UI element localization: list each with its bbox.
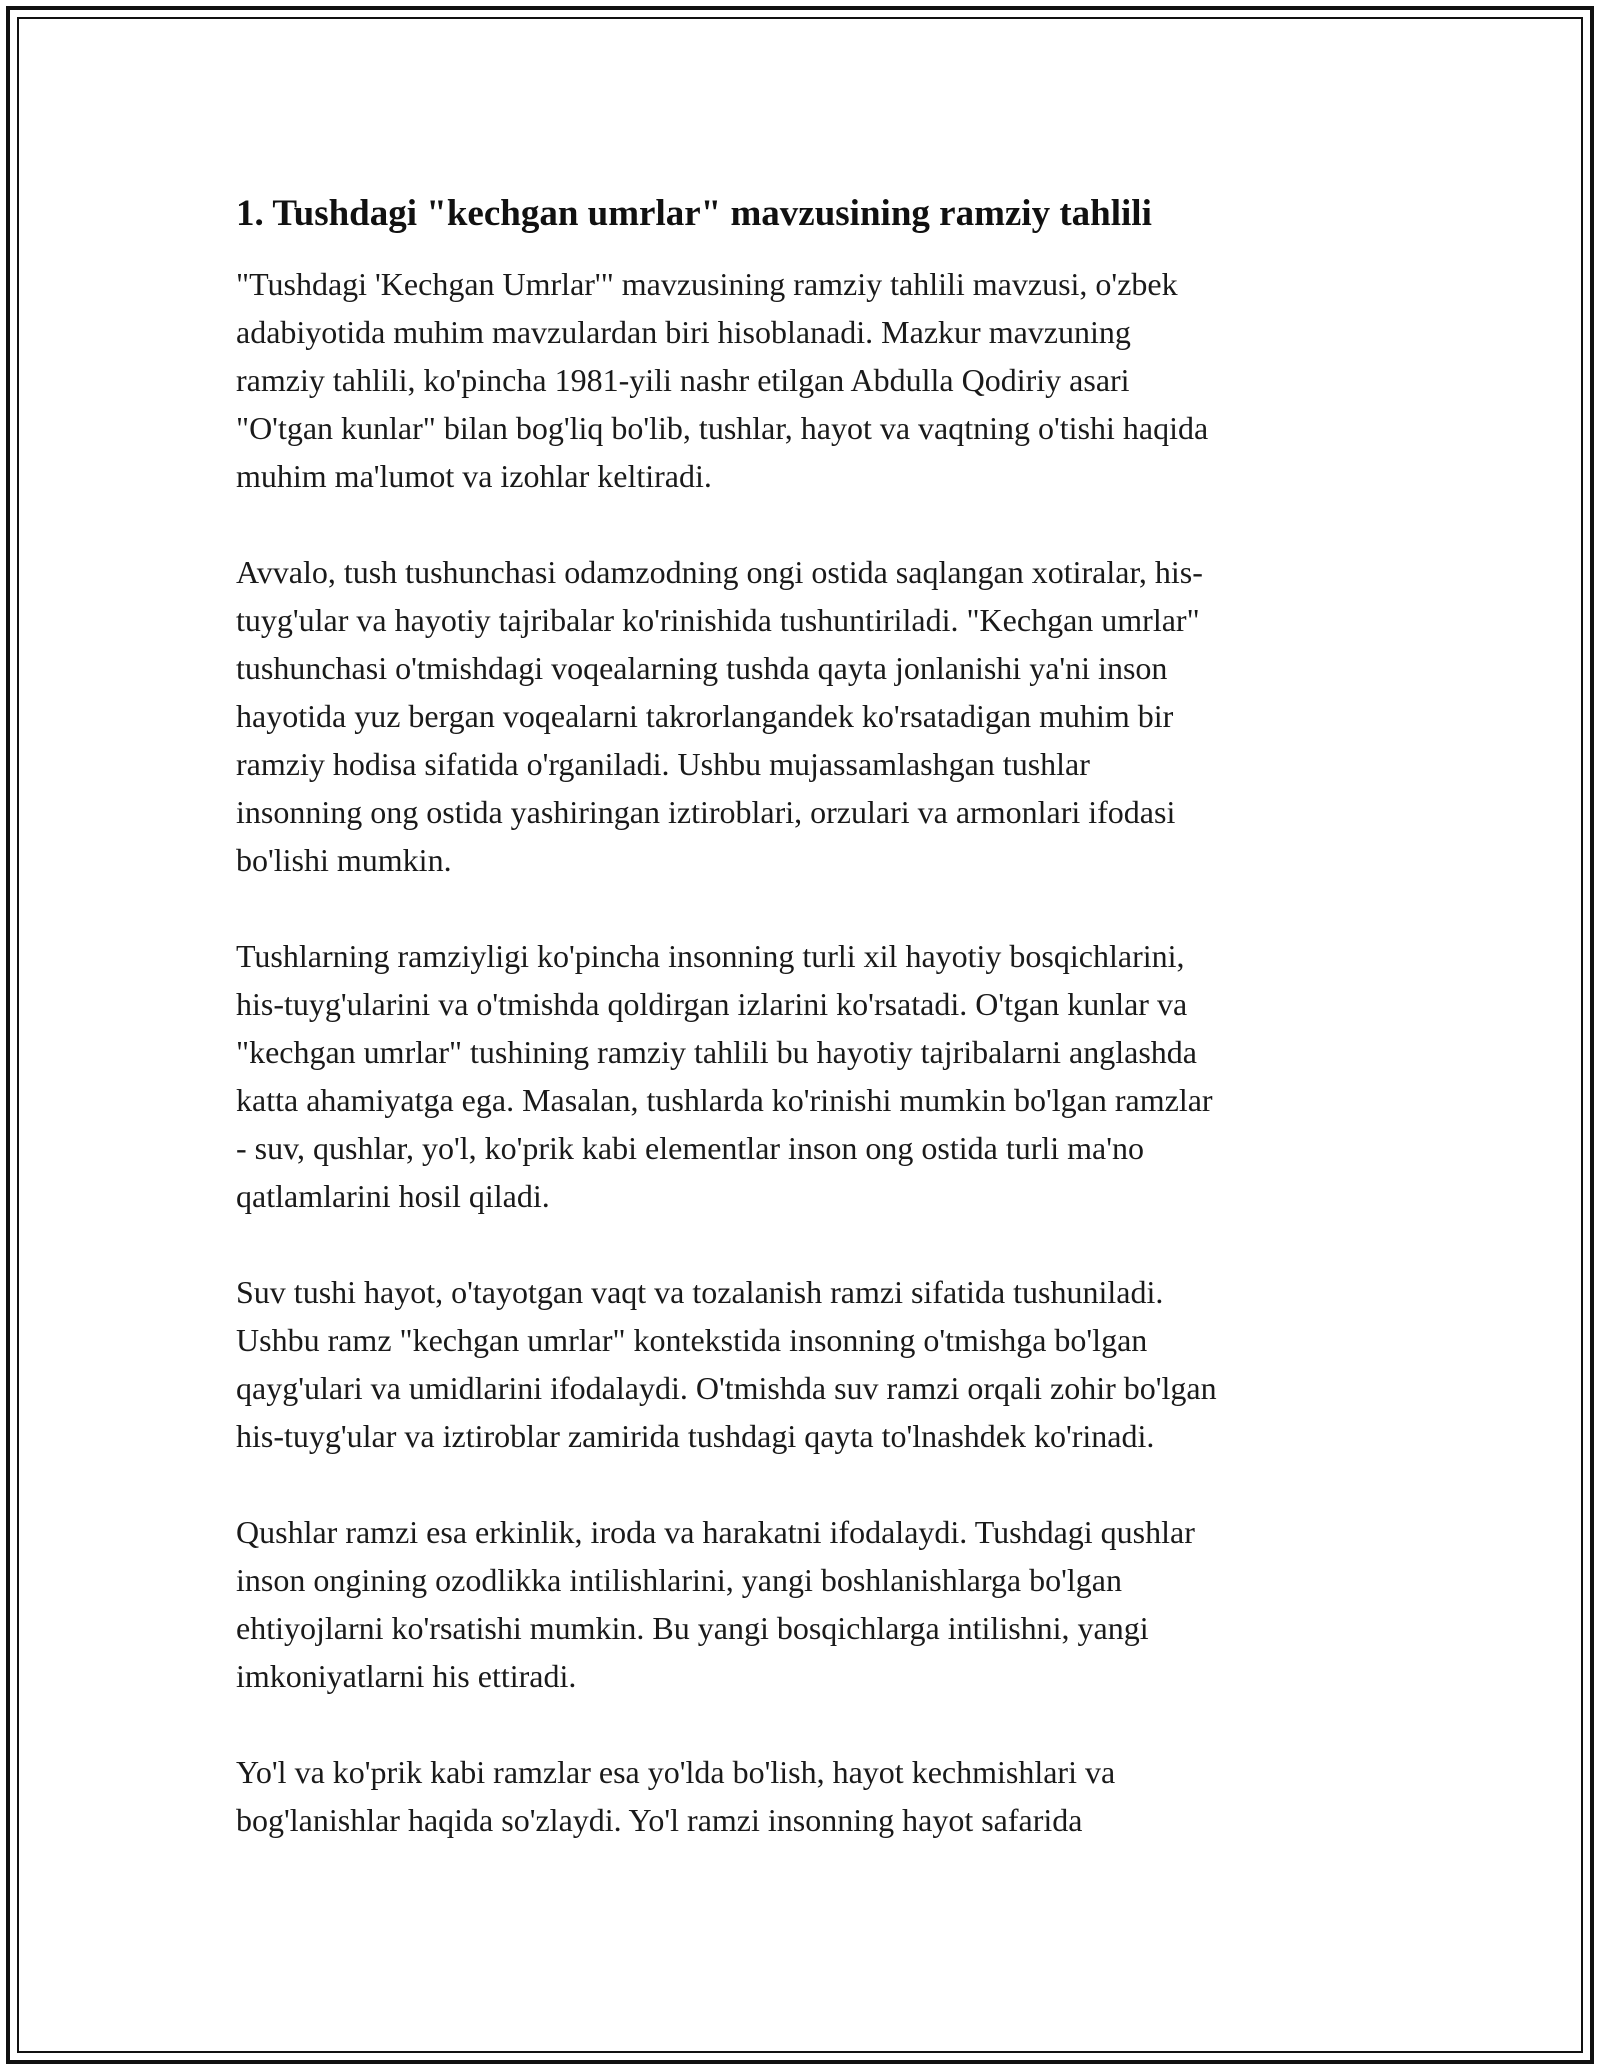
text-line: Suv tushi hayot, o'tayotgan vaqt va tozalanish ramzi sifatida tushuniladi. xyxy=(236,1274,1164,1310)
text-line: his-tuyg'ularini va o'tmishda qoldirgan izlarini ko'rsatadi. O'tgan kunlar va xyxy=(236,986,1188,1022)
text-line: "O'tgan kunlar" bilan bog'liq bo'lib, tushlar, hayot va vaqtning o'tishi haqida xyxy=(236,410,1209,446)
text-line: Yo'l va ko'prik kabi ramzlar esa yo'lda bo'lish, hayot kechmishlari va xyxy=(236,1754,1116,1790)
text-line: - suv, qushlar, yo'l, ko'prik kabi elementlar inson ong ostida turli ma'no xyxy=(236,1130,1145,1166)
text-line: Qushlar ramzi esa erkinlik, iroda va harakatni ifodalaydi. Tushdagi qushlar xyxy=(236,1514,1195,1550)
text-line: his-tuyg'ular va iztiroblar zamirida tushdagi qayta to'lnashdek ko'rinadi. xyxy=(236,1418,1155,1454)
text-line: tuyg'ular va hayotiy tajribalar ko'rinishida tushuntiriladi. "Kechgan umrlar" xyxy=(236,602,1200,638)
section-heading: 1. Tushdagi "kechgan umrlar" mavzusining ramziy tahlili xyxy=(236,193,1152,234)
text-line: inson ongining ozodlikka intilishlarini, yangi boshlanishlarga bo'lgan xyxy=(236,1562,1122,1598)
paragraph-dream-concept xyxy=(236,548,1366,884)
text-line: katta ahamiyatga ega. Masalan, tushlarda ko'rinishi mumkin bo'lgan ramzlar xyxy=(236,1082,1213,1118)
text-line: bo'lishi mumkin. xyxy=(236,842,452,878)
text-line: "Tushdagi 'Kechgan Umrlar'" mavzusining ramziy tahlili mavzusi, o'zbek xyxy=(236,266,1178,302)
document-body xyxy=(236,186,1366,1892)
paragraph-birds-symbol xyxy=(236,1508,1366,1700)
text-line: "kechgan umrlar" tushining ramziy tahlili bu hayotiy tajribalarni anglashda xyxy=(236,1034,1197,1070)
text-line: ramziy tahlili, ko'pincha 1981-yili nashr etilgan Abdulla Qodiriy asari xyxy=(236,362,1130,398)
text-line: hayotida yuz bergan voqealarni takrorlangandek ko'rsatadigan muhim bir xyxy=(236,698,1174,734)
text-line: Avvalo, tush tushunchasi odamzodning ongi ostida saqlangan xotiralar, his- xyxy=(236,554,1203,590)
text-line: qatlamlarini hosil qiladi. xyxy=(236,1178,550,1214)
paragraph-intro xyxy=(236,260,1366,500)
text-line: imkoniyatlarni his ettiradi. xyxy=(236,1658,577,1694)
text-line: ramziy hodisa sifatida o'rganiladi. Ushbu mujassamlashgan tushlar xyxy=(236,746,1090,782)
text-line: tushunchasi o'tmishdagi voqealarning tushda qayta jonlanishi ya'ni inson xyxy=(236,650,1168,686)
text-line: Ushbu ramz "kechgan umrlar" kontekstida insonning o'tmishga bo'lgan xyxy=(236,1322,1148,1358)
text-line: insonning ong ostida yashiringan iztiroblari, orzulari va armonlari ifodasi xyxy=(236,794,1176,830)
paragraph-water-symbol xyxy=(236,1268,1366,1460)
paragraph-road-bridge-symbol xyxy=(236,1748,1366,1844)
text-line: muhim ma'lumot va izohlar keltiradi. xyxy=(236,458,712,494)
text-line: qayg'ulari va umidlarini ifodalaydi. O'tmishda suv ramzi orqali zohir bo'lgan xyxy=(236,1370,1217,1406)
paragraph-symbolism xyxy=(236,932,1366,1220)
text-line: adabiyotida muhim mavzulardan biri hisoblanadi. Mazkur mavzuning xyxy=(236,314,1131,350)
text-line: Tushlarning ramziyligi ko'pincha insonning turli xil hayotiy bosqichlarini, xyxy=(236,938,1185,974)
text-line: ehtiyojlarni ko'rsatishi mumkin. Bu yangi bosqichlarga intilishni, yangi xyxy=(236,1610,1149,1646)
text-line: bog'lanishlar haqida so'zlaydi. Yo'l ramzi insonning hayot safarida xyxy=(236,1802,1083,1838)
